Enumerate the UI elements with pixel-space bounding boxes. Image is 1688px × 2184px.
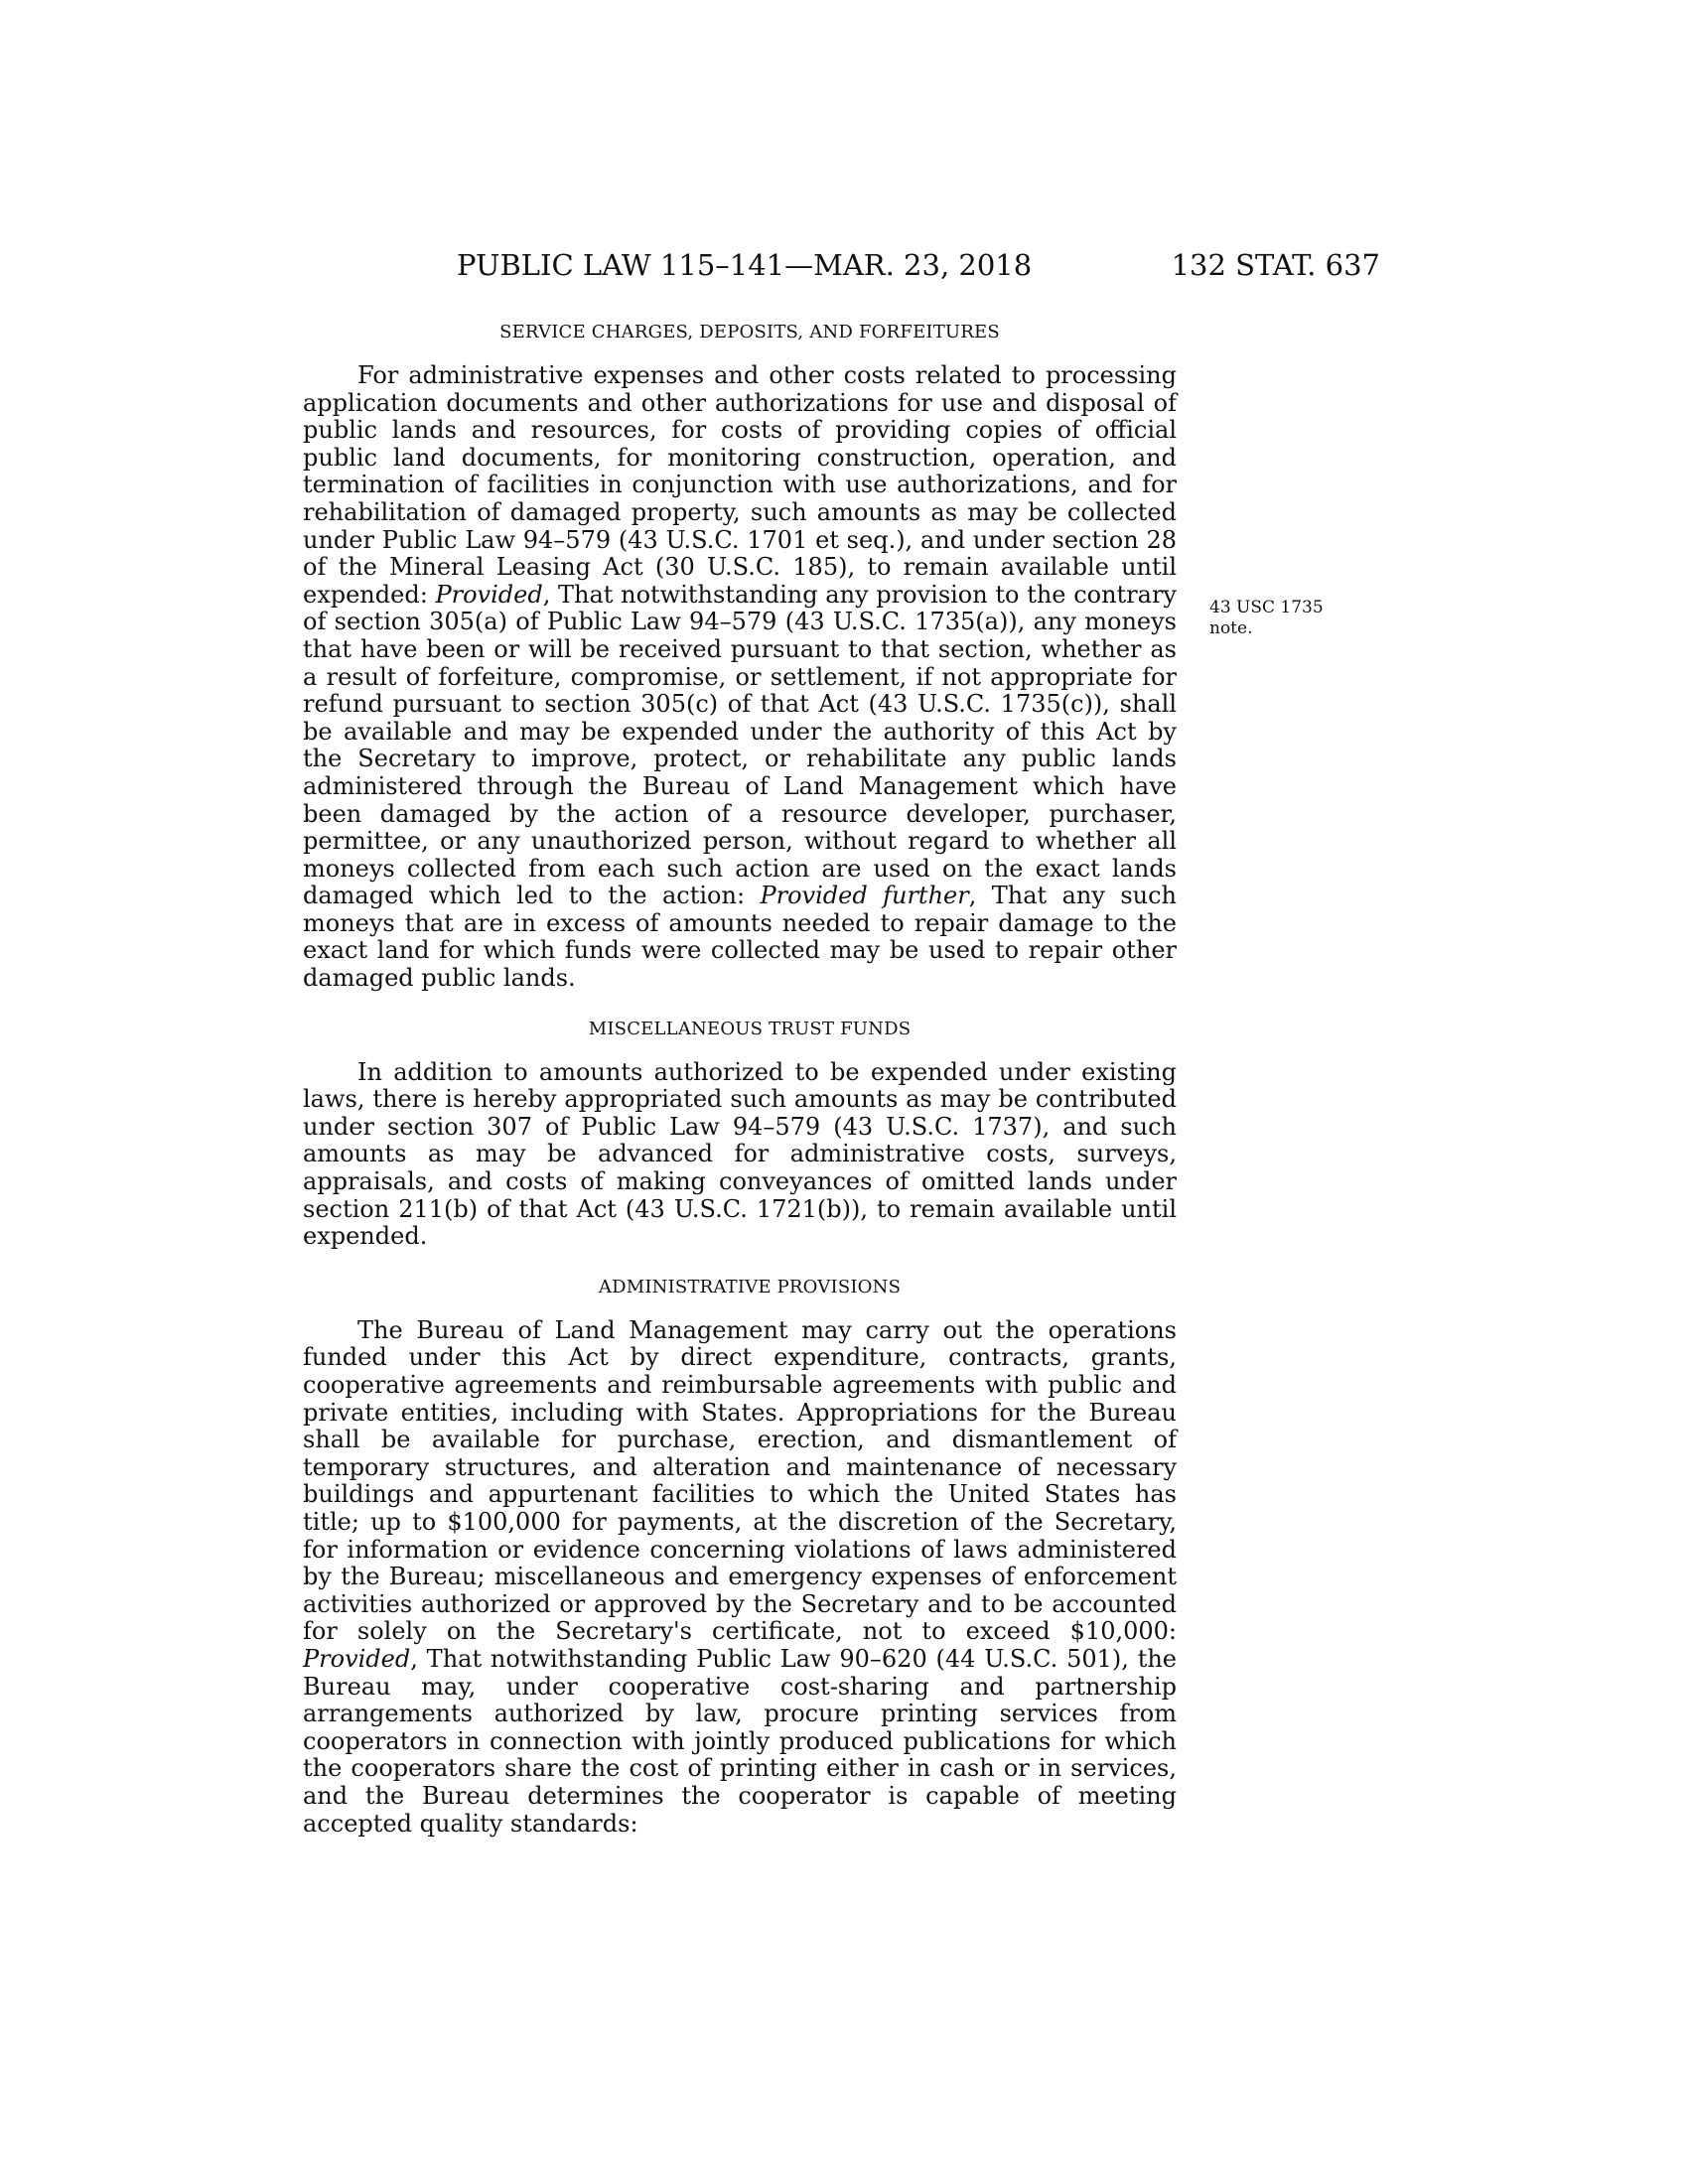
text-run: For administrative expenses and other costs related to processing application documents and other authorizations for use and disposal of public lands and resources, for costs of providing copies of official public land documents, for monitoring construction, operation, and termination of facilities in conjunction with use authorizations, and for rehabilitation of damaged property, such amounts as may be collected under Public Law 94–579 (43 U.S.C. 1701 et seq.), and under section 28 of the Mineral Leasing Act (30 U.S.C. 185), to remain available until expended: [303,361,1177,609]
margin-note-label: note. [1209,618,1253,638]
italic-proviso-further: Provided further [760,882,969,910]
running-head: PUBLIC LAW 115–141—MAR. 23, 2018 [457,248,1033,282]
statute-page-reference: 132 STAT. 637 [1171,248,1380,282]
margin-note-citation: 43 USC 1735 [1209,598,1324,617]
text-run: , That notwithstanding any provision to the contrary of section 305(a) of Public Law 94–579 (43 U.S.C. 1735(a)), any moneys that have been or will be received pursuant to that section, whether as a result of forfeiture, compromise, or settlement, if not appropriate for refund pursuant to section 305(c) of that Act (43 U.S.C. 1735(c)), shall be available and may be expended under the authority of this Act by the Secretary to improve, protect, or rehabilitate any public lands administered through the Bureau of Land Management which have been damaged by the action of a resource developer, purchaser, permittee, or any unauthorized person, without regard to whether all moneys collected from each such action are used on the exact lands damaged which led to the action: [303,580,1177,910]
text-run: The Bureau of Land Management may carry out the operations funded under this Act by direct expenditure, contracts, grants, cooperative agreements and reimbursable agreements with public and private entities, including with States. Appropriations for the Bureau shall be available for purchase, erection, and dismantlement of temporary structures, and alteration and maintenance of necessary buildings and appurtenant facilities to which the United States has title; up to $100,000 for payments, at the discretion of the Secretary, for information or evidence concerning violations of laws administered by the Bureau; miscellaneous and emergency expenses of enforcement activities authorized or approved by the Secretary and to be accounted for solely on the Secretary's certificate, not to exceed $10,000: [303,1315,1177,1646]
text-run: , That notwithstanding Public Law 90–620 (44 U.S.C. 501), the Bureau may, under cooperative cost-sharing and partnership arrangements authorized by law, procure printing services from cooperators in connection with jointly produced publications for which the cooperators share the cost of printing either in cash or in services, and the Bureau determines the cooperator is capable of meeting accepted quality standards: [303,1644,1177,1838]
section-heading-service-charges: SERVICE CHARGES, DEPOSITS, AND FORFEITURES [499,322,1000,342]
italic-proviso: Provided [303,1644,411,1673]
body-text-column [303,322,1177,1863]
section-heading-trust-funds: MISCELLANEOUS TRUST FUNDS [588,1018,912,1039]
paragraph-trust-funds [303,1059,1177,1251]
page-header [298,248,1380,298]
italic-proviso: Provided [435,580,543,609]
margin-citation-note [1209,598,1348,639]
paragraph-administrative-provisions [303,1317,1177,1838]
text-run: , That any such moneys that are in excess of amounts needed to repair damage to the exact land for which funds were collected may be used to repair other damaged public lands. [303,882,1177,993]
section-heading-administrative-provisions: ADMINISTRATIVE PROVISIONS [598,1276,902,1297]
paragraph-service-charges [303,362,1177,993]
text-run: In addition to amounts authorized to be expended under existing laws, there is hereby appropriated such amounts as may be contributed under section 307 of Public Law 94–579 (43 U.S.C. 1737), and such amounts as may be advanced for administrative costs, surveys, appraisals, and costs of making conveyances of omitted lands under section 211(b) of that Act (43 U.S.C. 1721(b)), to remain available until expended. [303,1057,1177,1251]
